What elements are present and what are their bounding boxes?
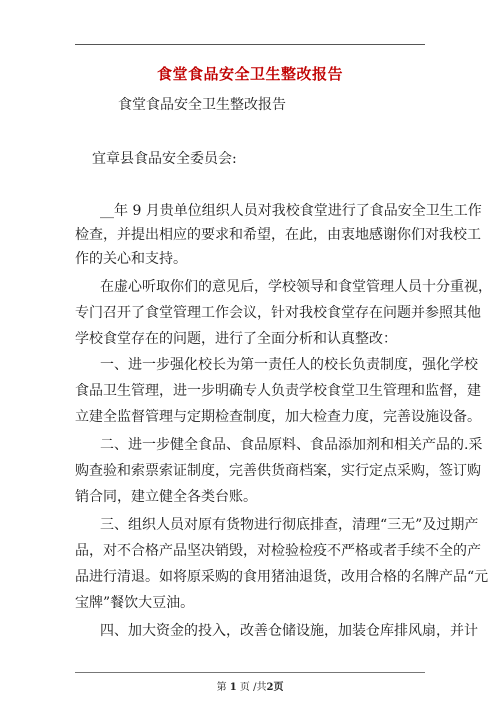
header-rule xyxy=(75,44,425,45)
body-line-14: 品，对不合格产品坚决销毁，对检验检疫不严格或者手续不全的产 xyxy=(75,543,481,559)
footer-prefix: 第 xyxy=(216,682,227,693)
body-line-9: 立建全监督管理与定期检查制度，加大检查力度，完善设施设备。 xyxy=(75,409,481,425)
document-title: 食堂食品安全卫生整改报告 xyxy=(156,65,343,83)
page-footer xyxy=(0,678,500,693)
body-line-4: 在虚心听取你们的意见后，学校领导和食堂管理人员十分重视， xyxy=(100,279,492,295)
footer-rule xyxy=(75,672,425,673)
body-line-2: 检查，并提出相应的要求和希望，在此，由衷地感谢你们对我校工 xyxy=(75,227,481,243)
body-line-16: 宝牌”餐饮大豆油。 xyxy=(75,595,195,611)
body-line-17: 四、加大资金的投入，改善仓储设施，加装仓库排风扇，并计 xyxy=(100,623,478,639)
body-line-10: 二、进一步健全食品、食品原料、食品添加剂和相关产品的.采 xyxy=(100,437,483,453)
document-subtitle: 食堂食品安全卫生整改报告 xyxy=(118,97,286,113)
footer-suffix: 页 xyxy=(273,682,284,693)
body-line-1: __年 9 月贵单位组织人员对我校食堂进行了食品安全卫生工作 xyxy=(100,203,482,219)
current-page-number: 1 xyxy=(229,682,237,693)
body-line-5: 专门召开了食堂管理工作会议，针对我校食堂存在问题并参照其他 xyxy=(75,305,481,321)
salutation: 宜章县食品安全委员会: xyxy=(92,151,237,167)
body-line-11: 购查验和索票索证制度，完善供货商档案，实行定点采购，签订购 xyxy=(75,463,481,479)
body-line-12: 销合同，建立健全各类台账。 xyxy=(75,489,257,505)
footer-middle: 页 /共 xyxy=(239,682,267,693)
body-line-8: 食品卫生管理，进一步明确专人负责学校食堂卫生管理和监督，建 xyxy=(75,383,481,399)
body-line-6: 学校食堂存在的问题，进行了全面分析和认真整改： xyxy=(75,331,397,347)
body-line-13: 三、组织人员对原有货物进行彻底排查，清理“三无”及过期产 xyxy=(100,517,479,533)
body-line-3: 作的关心和支持。 xyxy=(75,251,187,267)
total-page-count: 2 xyxy=(266,682,274,693)
body-line-7: 一、进一步强化校长为第一责任人的校长负责制度，强化学校 xyxy=(100,357,478,373)
body-line-15: 品进行清退。如将原采购的食用猪油退货，改用合格的名牌产品“元 xyxy=(75,569,489,585)
